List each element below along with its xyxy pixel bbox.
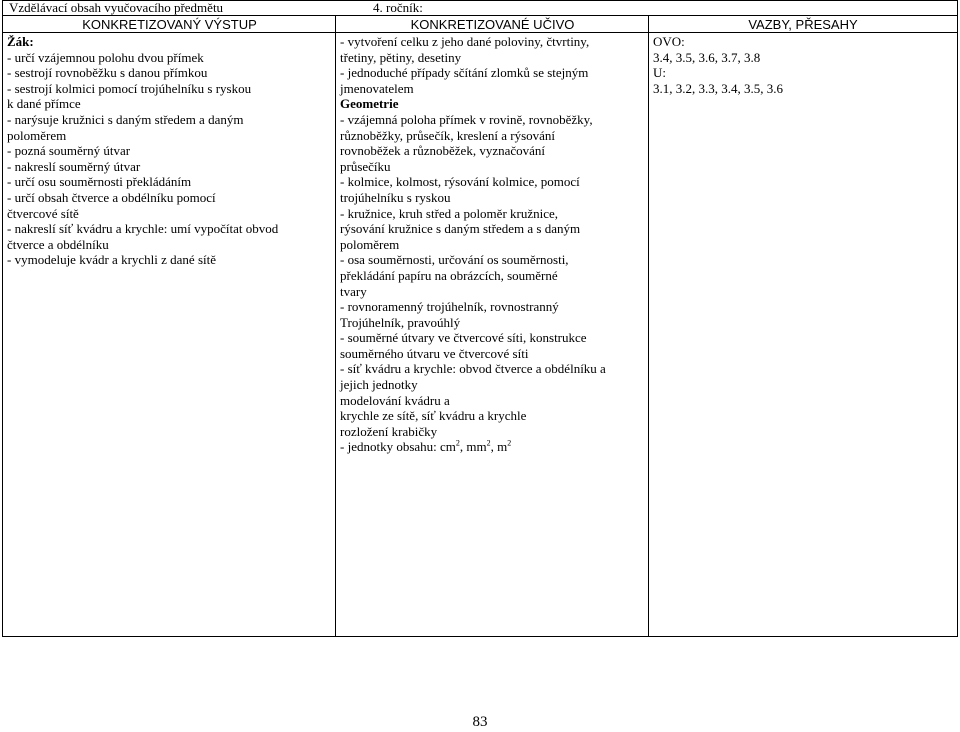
content-line: průsečíku — [340, 158, 391, 174]
output-line: - narýsuje kružnici s daným středem a daným — [7, 111, 244, 127]
content-line: trojúhelníku s ryskou — [340, 189, 451, 205]
superscript: 2 — [507, 439, 512, 449]
content-line: - vzájemná poloha přímek v rovině, rovnoběžky, — [340, 111, 593, 127]
content-line: jmenovatelem — [340, 80, 414, 96]
output-line: - určí osu souměrnosti překládáním — [7, 174, 192, 190]
output-line: - sestrojí kolmici pomocí trojúhelníku s ryskou — [7, 80, 252, 96]
area-units-line — [340, 439, 645, 455]
pupil-heading: Žák: — [7, 34, 34, 49]
column-header-output: KONKRETIZOVANÝ VÝSTUP — [82, 17, 257, 32]
grade-label: 4. ročník: — [373, 0, 423, 15]
output-line: k dané přímce — [7, 96, 81, 112]
content-column — [340, 34, 645, 455]
content-line: - kolmice, kolmost, rýsování kolmice, pomocí — [340, 174, 580, 190]
output-line: - pozná souměrný útvar — [7, 143, 131, 159]
page-number: 83 — [472, 714, 488, 730]
ovo-codes: 3.4, 3.5, 3.6, 3.7, 3.8 — [653, 49, 761, 65]
output-line: - sestrojí rovnoběžku s danou přímkou — [7, 65, 208, 81]
content-line: tvary — [340, 283, 367, 299]
output-line: čtvercové sítě — [7, 205, 79, 221]
title-row — [2, 0, 958, 15]
content-line: Trojúhelník, pravoúhlý — [340, 314, 461, 330]
column-header-content: KONKRETIZOVANÉ UČIVO — [410, 17, 575, 32]
content-line: rovnoběžek a různoběžek, vyznačování — [340, 143, 546, 159]
geometry-heading: Geometrie — [340, 96, 399, 112]
content-line: rýsování kružnice s daným středem a s daným — [340, 221, 581, 237]
area-units-text: , m — [490, 439, 508, 455]
output-line: čtverce a obdélníku — [7, 236, 109, 252]
area-units-prefix: - jednotky obsahu: cm — [340, 439, 456, 455]
output-column — [7, 34, 333, 268]
column-header-links: VAZBY, PŘESAHY — [748, 17, 858, 32]
content-line: modelování kvádru a — [340, 392, 450, 408]
area-units-text: , mm — [459, 439, 487, 455]
column-divider — [335, 15, 336, 637]
column-divider — [648, 15, 649, 637]
content-line: - síť kvádru a krychle: obvod čtverce a obdélníku a — [340, 361, 606, 377]
content-line: - jednoduché případy sčítání zlomků se stejným — [340, 65, 589, 81]
u-codes: 3.1, 3.2, 3.3, 3.4, 3.5, 3.6 — [653, 80, 783, 96]
superscript: 2 — [455, 439, 460, 449]
output-line: poloměrem — [7, 127, 67, 143]
content-line: - vytvoření celku z jeho dané poloviny, čtvrtiny, — [340, 34, 590, 49]
content-line: - rovnoramenný trojúhelník, rovnostranný — [340, 299, 559, 315]
content-line: - kružnice, kruh střed a poloměr kružnice, — [340, 205, 559, 221]
output-line: - určí obsah čtverce a obdélníku pomocí — [7, 189, 216, 205]
content-line: - souměrné útvary ve čtvercové síti, konstrukce — [340, 330, 587, 346]
column-header-row — [2, 15, 958, 33]
content-line: překládání papíru na obrázcích, souměrné — [340, 267, 558, 283]
subject-title: Vzdělávací obsah vyučovacího předmětu — [9, 0, 224, 15]
output-line: - určí vzájemnou polohu dvou přímek — [7, 49, 204, 65]
content-line: jejich jednotky — [340, 377, 418, 393]
output-line: - nakreslí síť kvádru a krychle: umí vypočítat obvod — [7, 221, 279, 237]
ovo-label: OVO: — [653, 34, 685, 49]
output-line: - vymodeluje kvádr a krychli z dané sítě — [7, 252, 217, 268]
output-line: - nakreslí souměrný útvar — [7, 158, 141, 174]
superscript: 2 — [486, 439, 491, 449]
content-line: - osa souměrnosti, určování os souměrnosti, — [340, 252, 569, 268]
content-line: poloměrem — [340, 236, 400, 252]
links-column — [653, 34, 953, 96]
content-line: různoběžky, průsečík, kreslení a rýsování — [340, 127, 556, 143]
content-line: třetiny, pětiny, desetiny — [340, 49, 462, 65]
content-line: rozložení krabičky — [340, 423, 438, 439]
u-label: U: — [653, 65, 666, 81]
content-line: souměrného útvaru ve čtvercové síti — [340, 345, 529, 361]
content-line: krychle ze sítě, síť kvádru a krychle — [340, 408, 527, 424]
